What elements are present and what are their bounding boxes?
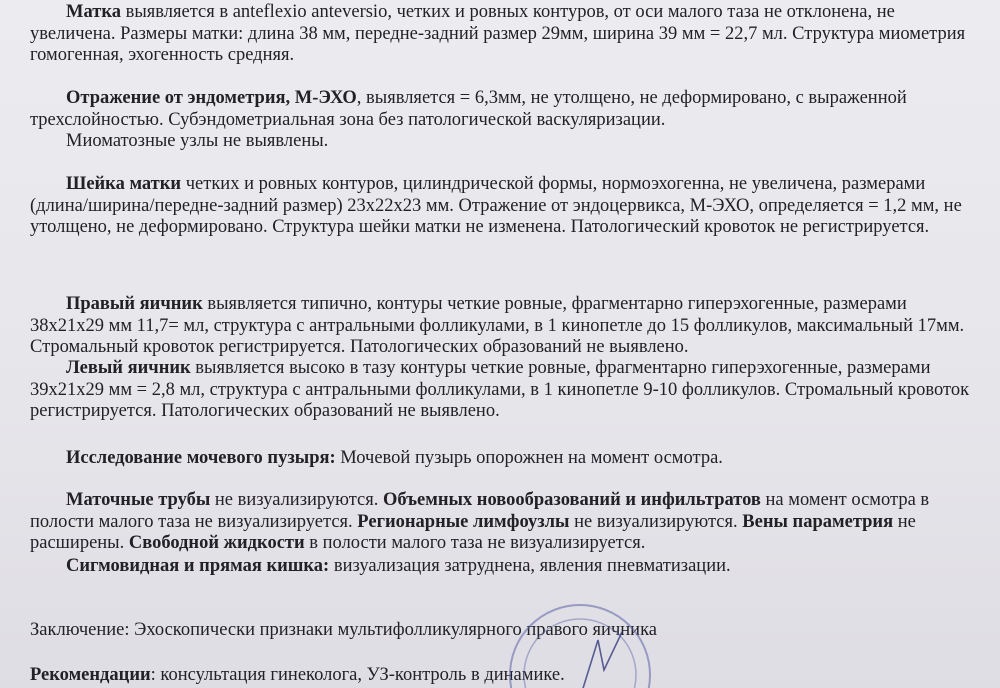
bladder-text: Мочевой пузырь опорожнен на момент осмотра. xyxy=(335,448,723,468)
left-ovary-text: выявляется высоко в тазу контуры четкие ровные, фрагментарно гиперэхогенные, размерами 39х21х29 мм = 2,8 мл, структура с антральными фолликулами, в 1 кинопетле 9-10 фолликулов. Стромальный кровоток регистрируется. Патологических образований не выявлено. xyxy=(30,358,970,421)
right-ovary-heading: Правый яичник xyxy=(66,294,203,314)
recommendations-heading: Рекомендации xyxy=(30,665,151,685)
fluid-heading: Свободной жидкости xyxy=(128,533,305,553)
uterus-heading: Матка xyxy=(66,2,121,22)
recommendations-text: : консультация гинеколога, УЗ-контроль в динамике. xyxy=(150,665,565,685)
colon-heading: Сигмовидная и прямая кишка: xyxy=(66,556,330,576)
colon-paragraph xyxy=(30,556,980,578)
bladder-heading: Исследование мочевого пузыря: xyxy=(66,448,336,468)
right-ovary-text: выявляется типично, контуры четкие ровные, фрагментарно гиперэхогенные, размерами 38х21х29 мм 11,7= мл, структура с антральными фолликулами, в 1 кинопетле до 15 фолликулов, максимальный 17мм. Стромальный кровоток регистрируется. Патологических образований не выявлено. xyxy=(30,294,965,357)
right-ovary-paragraph xyxy=(30,294,980,359)
cervix-paragraph xyxy=(30,174,980,239)
tubes-text: не визуализируются. xyxy=(210,490,384,510)
endometrium-paragraph xyxy=(30,88,980,131)
veins-heading: Вены параметрия xyxy=(742,511,894,532)
myoma-paragraph xyxy=(30,131,980,153)
pelvis-paragraph xyxy=(30,490,980,555)
uterus-text: выявляется в anteflexio anteversio, четких и ровных контуров, от оси малого таза не отклонена, не увеличена. Размеры матки: длина 38 мм, передне-задний размер 29мм, ширина 39 мм = 22,7 мл. Структура миометрия гомогенная, эхогенность средняя. xyxy=(30,2,966,65)
cervix-text: четких и ровных контуров, цилиндрической формы, нормоэхогенна, не увеличена, размерами (длина/ширина/передне-задний размер) 23х22х23 мм. Отражение от эндоцервикса, М-ЭХО, определяется = 1,2 мм, не утолщено, не деформировано. Структура шейки матки не изменена. Патологический кровоток не регистрируется. xyxy=(30,174,962,237)
conclusion-text: Заключение: Эхоскопически признаки мультифолликулярного правого яичника xyxy=(30,620,657,640)
uterus-paragraph xyxy=(30,2,980,67)
endometrium-heading: Отражение от эндометрия, М-ЭХО xyxy=(66,88,357,108)
left-ovary-paragraph xyxy=(30,358,980,423)
tubes-heading: Маточные трубы xyxy=(66,490,211,510)
masses-text: на момент осмотра в полости малого таза не визуализируется. xyxy=(30,490,930,532)
veins-text: не расширены. xyxy=(30,511,916,553)
lymph-heading: Регионарные лимфоузлы xyxy=(357,511,570,532)
masses-heading: Объемных новообразований и инфильтратов xyxy=(383,490,761,510)
lymph-text: не визуализируются. xyxy=(569,511,743,532)
conclusion-paragraph xyxy=(30,620,980,642)
cervix-heading: Шейка матки xyxy=(66,174,182,194)
fluid-text: в полости малого таза не визуализируется. xyxy=(304,533,646,553)
myoma-text: Миоматозные узлы не выявлены. xyxy=(66,131,329,151)
colon-text: визуализация затруднена, явления пневматизации. xyxy=(329,556,731,576)
left-ovary-heading: Левый яичник xyxy=(66,358,191,378)
recommendations-paragraph xyxy=(30,665,980,687)
bladder-paragraph xyxy=(30,448,980,470)
endometrium-text: , выявляется = 6,3мм, не утолщено, не деформировано, с выраженной трехслойностью. Субэндометриальная зона без патологической васкуляризации. xyxy=(30,88,907,130)
